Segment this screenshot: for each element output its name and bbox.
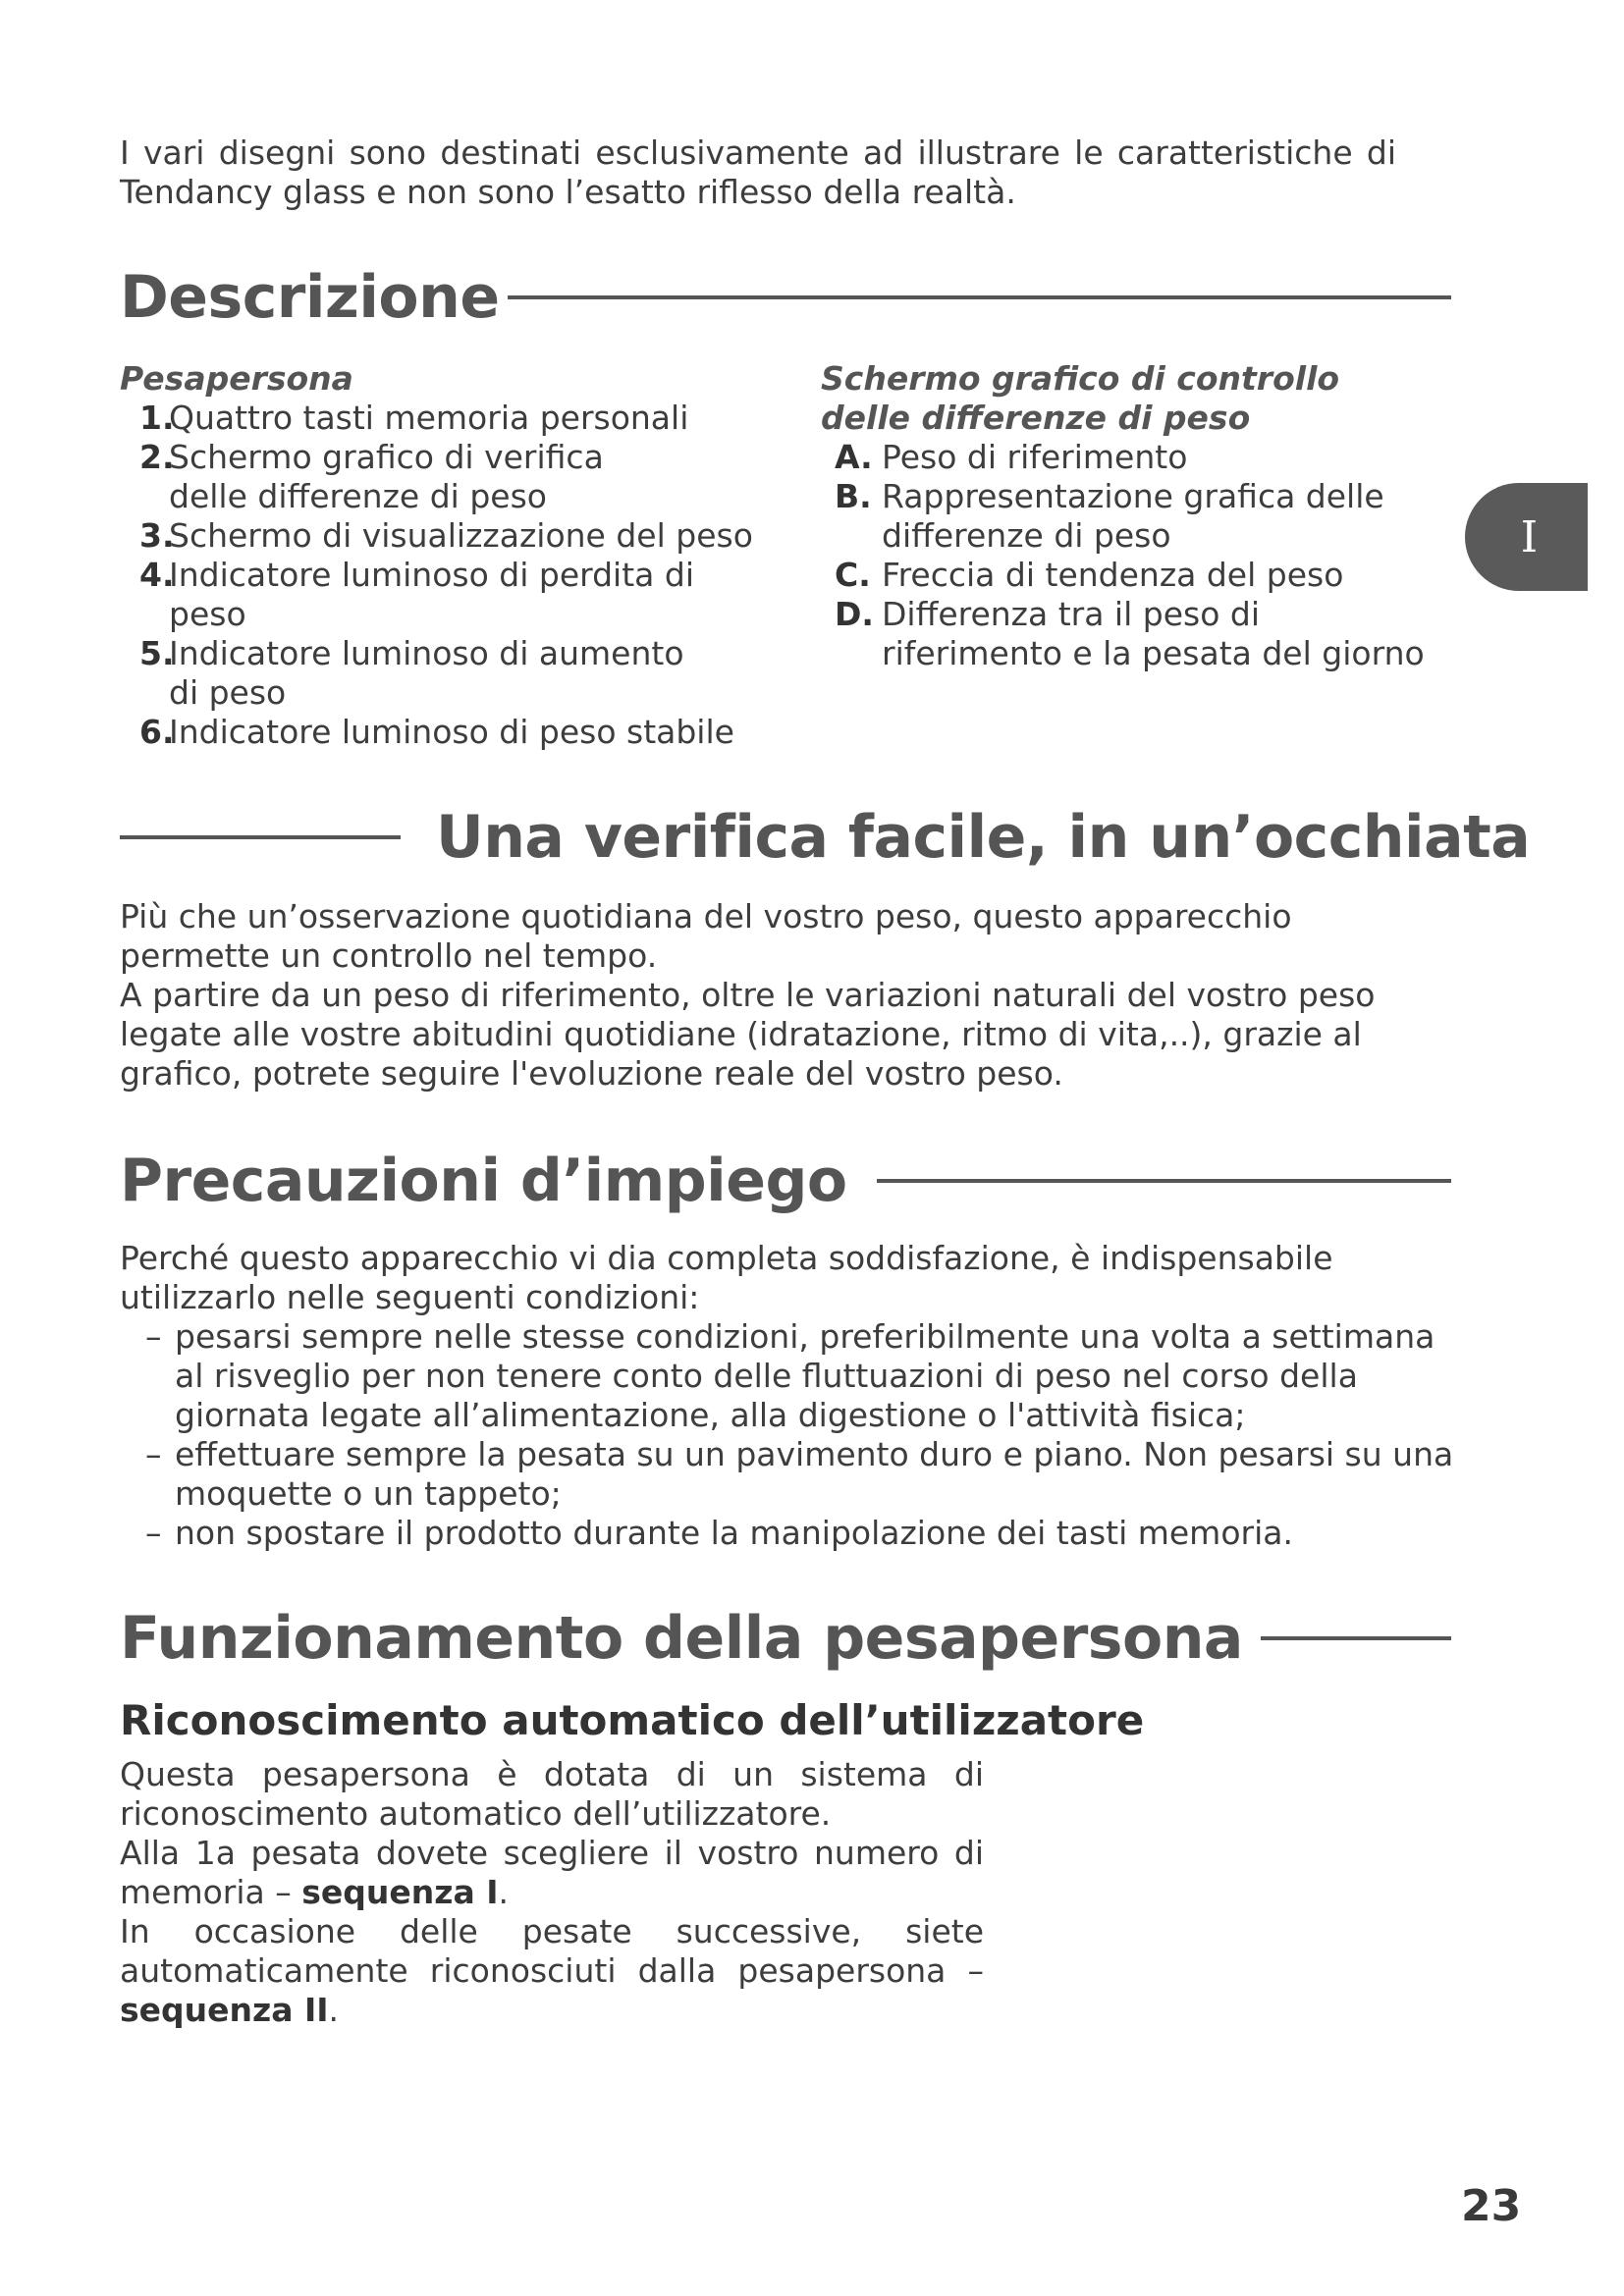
verifica-paragraph-2: A partire da un peso di riferimento, oltre le variazioni naturali del vostro peso legate alle vostre abitudini quotidiane (idratazione, ritmo di vita,..), grazie al grafico, potrete seguire l'evoluzione reale del vostro peso. — [120, 976, 1376, 1093]
heading-rule — [877, 1179, 1451, 1183]
section-heading-descrizione — [120, 263, 1451, 332]
pesapersona-heading: Pesapersona — [120, 359, 353, 398]
item-letter: C. — [835, 556, 871, 594]
intro-line-2: Tendancy glass e non sono l’esatto riflesso della realtà. — [120, 173, 1016, 211]
item-text: effettuare sempre la pesata su un pavimento duro e piano. Non pesarsi su una moquette o un tappeto; — [175, 1435, 1454, 1513]
heading-rule — [1261, 1636, 1451, 1640]
heading-rule — [508, 295, 1451, 299]
pesapersona-column — [120, 359, 758, 752]
item-letter: B. — [835, 477, 872, 515]
precauzioni-list — [120, 1317, 1455, 1553]
schermo-grafico-column — [821, 359, 1449, 673]
item-number: 3. — [139, 516, 175, 555]
item-text: Indicatore luminoso di peso stabile — [169, 713, 734, 751]
intro-line-1: I vari disegni sono destinati esclusivamente ad illustrare le caratteristiche di — [120, 133, 1396, 172]
item-number: 1. — [139, 399, 175, 437]
verifica-paragraph-1: Più che un’osservazione quotidiana del vostro peso, questo apparecchio permette un controllo nel tempo. — [120, 897, 1292, 975]
list-item — [120, 1514, 1455, 1553]
funzionamento-paragraph-1: Questa pesapersona è dotata di un sistema di riconoscimento automatico dell’utilizzatore. — [120, 1755, 984, 1833]
sequence-label: sequenza II — [120, 1991, 329, 2029]
funzionamento-paragraph-2 — [120, 1834, 984, 1912]
sequence-label: sequenza I — [301, 1873, 499, 1911]
funzionamento-title: Funzionamento della pesapersona — [120, 1604, 1243, 1673]
list-item — [120, 1317, 1455, 1435]
item-letter: A. — [835, 438, 873, 476]
list-item — [120, 1435, 1455, 1514]
language-tab: I — [1465, 483, 1588, 591]
item-text: pesarsi sempre nelle stesse condizioni, preferibilmente una volta a settimana al risveglio per non tenere conto delle fluttuazioni di peso nel corso della giornata legate all’alimentazione, alla digestione o l'attività fisica; — [175, 1317, 1435, 1434]
page-number: 23 — [1461, 2181, 1522, 2231]
item-text: Differenza tra il peso di riferimento e la pesata del giorno — [882, 595, 1425, 672]
list-item — [120, 438, 758, 516]
item-text: non spostare il prodotto durante la manipolazione dei tasti memoria. — [175, 1514, 1293, 1552]
list-item — [120, 556, 758, 634]
item-text: Rappresentazione grafica delle differenze di peso — [882, 477, 1384, 555]
item-number: 6. — [139, 713, 175, 751]
list-item — [120, 516, 758, 556]
paragraph-text: In occasione delle pesate successive, siete automaticamente riconosciuti dalla pesapersona – — [120, 1912, 984, 1990]
funzionamento-paragraph-3 — [120, 1912, 984, 2030]
schermo-grafico-heading: Schermo grafico di controllo delle differenze di peso — [821, 359, 1340, 437]
item-text: Schermo di visualizzazione del peso — [169, 516, 753, 555]
item-letter: D. — [835, 595, 874, 633]
list-item — [821, 477, 1449, 556]
item-text: Indicatore luminoso di perdita di peso — [169, 556, 694, 633]
bullet-dash: – — [145, 1514, 162, 1552]
section-heading-funzionamento — [120, 1604, 1451, 1673]
funzionamento-subtitle: Riconoscimento automatico dell’utilizzatore — [120, 1696, 1145, 1744]
precauzioni-intro: Perché questo apparecchio vi dia completa soddisfazione, è indispensabile utilizzarlo nelle seguenti condizioni: — [120, 1239, 1333, 1316]
paragraph-end: . — [498, 1873, 509, 1911]
bullet-dash: – — [145, 1435, 162, 1473]
list-item — [120, 634, 758, 713]
funzionamento-body — [120, 1755, 984, 2030]
verifica-body — [120, 897, 1465, 1094]
section-heading-precauzioni — [120, 1147, 1451, 1215]
list-item — [821, 438, 1449, 477]
descrizione-title: Descrizione — [120, 263, 500, 332]
schermo-grafico-list — [821, 438, 1449, 673]
paragraph-text: Alla 1a pesata dovete scegliere il vostro numero di memoria – — [120, 1834, 984, 1911]
item-text: Quattro tasti memoria personali — [169, 399, 689, 437]
item-text: Indicatore luminoso di aumento di peso — [169, 634, 684, 712]
item-number: 2. — [139, 438, 175, 476]
pesapersona-list — [120, 399, 758, 752]
list-item — [821, 556, 1449, 595]
precauzioni-title: Precauzioni d’impiego — [120, 1147, 847, 1215]
item-number: 5. — [139, 634, 175, 672]
section-heading-verifica — [120, 803, 1531, 872]
verifica-title: Una verifica facile, in un’occhiata — [436, 803, 1531, 872]
bullet-dash: – — [145, 1317, 162, 1356]
heading-rule — [120, 835, 401, 839]
item-text: Peso di riferimento — [882, 438, 1188, 476]
item-text: Freccia di tendenza del peso — [882, 556, 1344, 594]
list-item — [120, 713, 758, 752]
list-item — [120, 399, 758, 438]
precauzioni-body — [120, 1239, 1455, 1553]
item-text: Schermo grafico di verifica delle differenze di peso — [169, 438, 604, 515]
intro-disclaimer — [120, 133, 1396, 212]
list-item — [821, 595, 1449, 673]
item-number: 4. — [139, 556, 175, 594]
paragraph-end: . — [328, 1991, 340, 2029]
